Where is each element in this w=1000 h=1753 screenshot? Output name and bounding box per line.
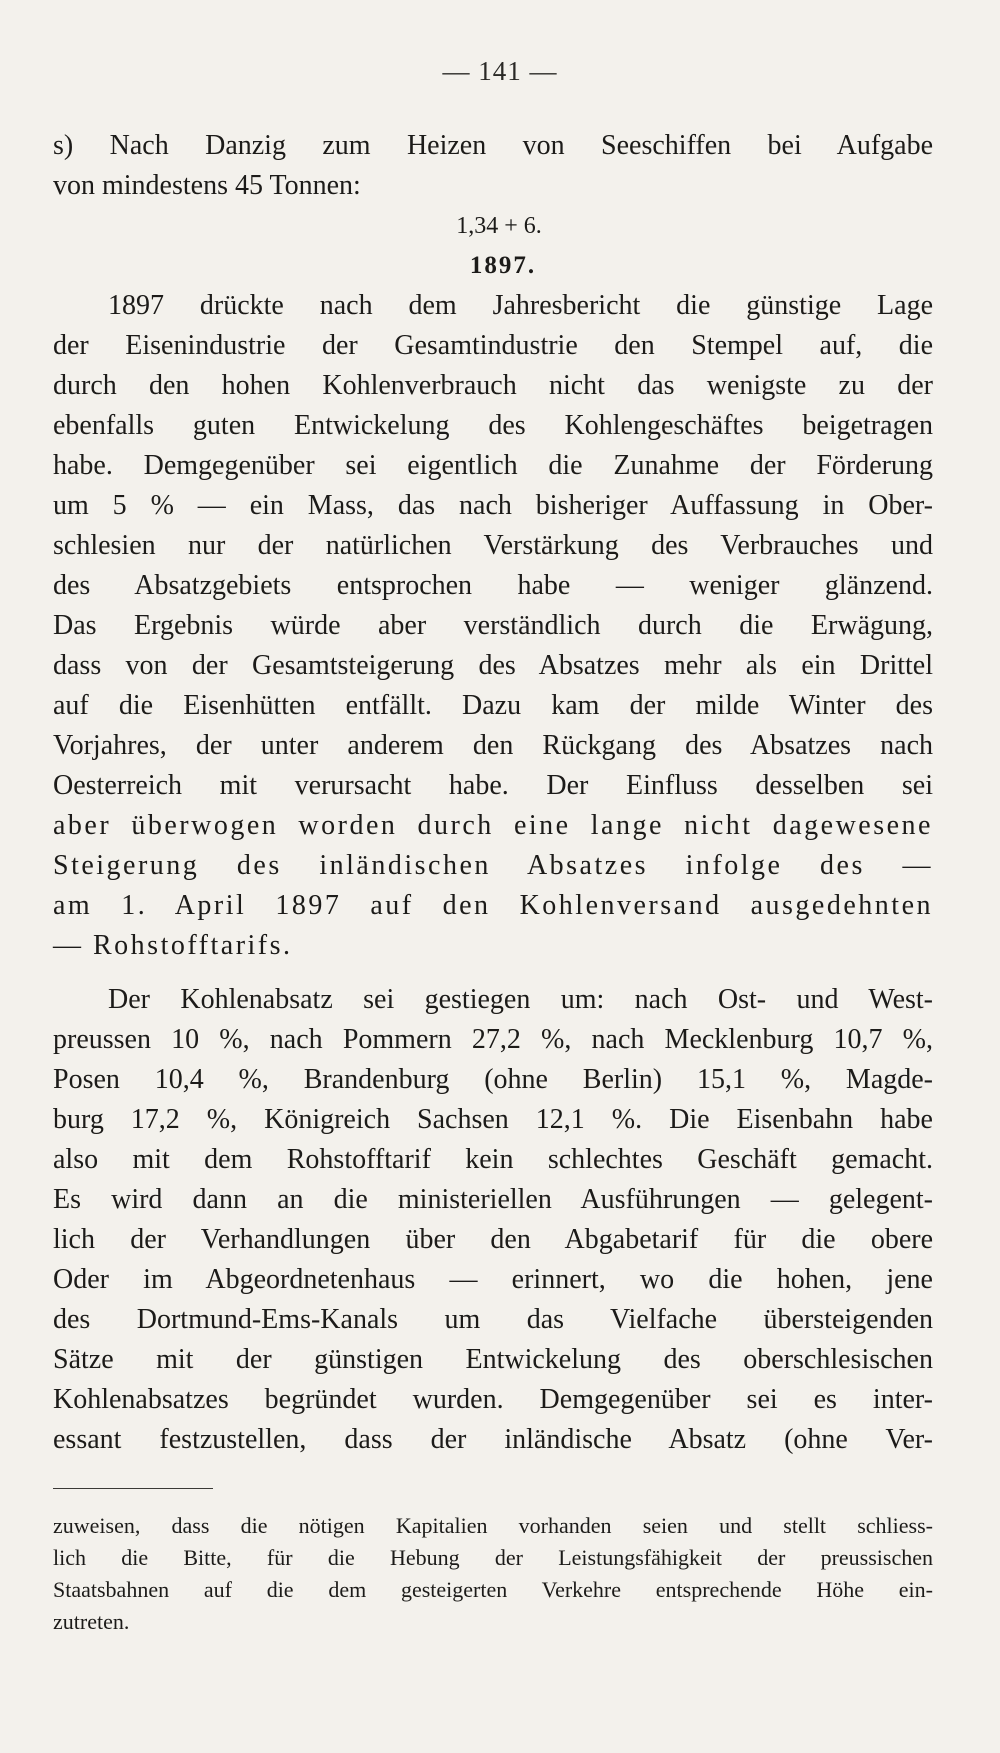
year-heading: 1897. xyxy=(469,252,537,279)
paragraph-line: der Eisenindustrie der Gesamtindustrie den Stempel auf, die xyxy=(53,330,933,361)
paragraph-gap xyxy=(53,966,933,980)
paragraph-line: Es wird dann an die ministeriellen Ausführungen — gelegent- xyxy=(53,1184,933,1215)
main-text xyxy=(53,126,933,1460)
footnote-line: Staatsbahnen auf die dem gesteigerten Verkehre entsprechende Höhe ein- xyxy=(53,1577,933,1602)
paragraph-line: dass von der Gesamtsteigerung des Absatzes mehr als ein Drittel xyxy=(53,650,933,681)
paragraph-line: Kohlenabsatzes begründet wurden. Demgegenüber sei es inter- xyxy=(53,1384,933,1415)
paragraph-line: Oesterreich mit verursacht habe. Der Einfluss desselben sei xyxy=(53,770,933,801)
paragraph-line: Sätze mit der günstigen Entwickelung des oberschlesischen xyxy=(53,1344,933,1375)
page-number: — 141 — xyxy=(442,56,558,86)
paragraph-line-emphasis: — Rohstofftarifs. xyxy=(53,930,293,961)
footnote-line: zutreten. xyxy=(53,1609,130,1634)
paragraph-line: Der Kohlenabsatz sei gestiegen um: nach Ost- und West- xyxy=(108,984,933,1015)
paragraph-line: preussen 10 %, nach Pommern 27,2 %, nach Mecklenburg 10,7 %, xyxy=(53,1024,933,1055)
paragraph-line-emphasis: aber überwogen worden durch eine lange nicht dagewesene xyxy=(53,810,933,841)
item-s-line-2: von mindestens 45 Tonnen: xyxy=(53,170,361,201)
paragraph-line: Vorjahres, der unter anderem den Rückgang des Absatzes nach xyxy=(53,730,933,761)
paragraph-line: 1897 drückte nach dem Jahresbericht die günstige Lage xyxy=(108,290,933,321)
paragraph-line: schlesien nur der natürlichen Verstärkung des Verbrauches und xyxy=(53,530,933,561)
paragraph-line: also mit dem Rohstofftarif kein schlechtes Geschäft gemacht. xyxy=(53,1144,933,1175)
paragraph-2 xyxy=(53,980,933,1460)
footnote-line: lich die Bitte, für die Hebung der Leistungsfähigkeit der preussischen xyxy=(53,1545,933,1570)
paragraph-line: lich der Verhandlungen über den Abgabetarif für die obere xyxy=(53,1224,933,1255)
paragraph-1 xyxy=(53,286,933,966)
paragraph-line: burg 17,2 %, Königreich Sachsen 12,1 %. Die Eisenbahn habe xyxy=(53,1104,933,1135)
paragraph-line-emphasis: am 1. April 1897 auf den Kohlenversand ausgedehnten xyxy=(53,890,933,921)
paragraph-line: des Dortmund-Ems-Kanals um das Vielfache übersteigenden xyxy=(53,1304,933,1335)
paragraph-line: ebenfalls guten Entwickelung des Kohlengeschäftes beigetragen xyxy=(53,410,933,441)
paragraph-line: um 5 % — ein Mass, das nach bisheriger Auffassung in Ober- xyxy=(53,490,933,521)
paragraph-line: habe. Demgegenüber sei eigentlich die Zunahme der Förderung xyxy=(53,450,933,481)
paragraph-line: essant festzustellen, dass der inländische Absatz (ohne Ver- xyxy=(53,1424,933,1455)
tariff-formula: 1,34 + 6. xyxy=(456,213,542,239)
item-s-line-1: s) Nach Danzig zum Heizen von Seeschiffen bei Aufgabe xyxy=(53,130,933,161)
footnote xyxy=(53,1510,933,1638)
paragraph-line: Posen 10,4 %, Brandenburg (ohne Berlin) 15,1 %, Magde- xyxy=(53,1064,933,1095)
paragraph-line: auf die Eisenhütten entfällt. Dazu kam der milde Winter des xyxy=(53,690,933,721)
footnote-rule xyxy=(53,1488,213,1489)
paragraph-line: Das Ergebnis würde aber verständlich durch die Erwägung, xyxy=(53,610,933,641)
paragraph-line: durch den hohen Kohlenverbrauch nicht das wenigste zu der xyxy=(53,370,933,401)
paragraph-line-emphasis: Steigerung des inländischen Absatzes infolge des — xyxy=(53,850,933,881)
paragraph-line: Oder im Abgeordnetenhaus — erinnert, wo die hohen, jene xyxy=(53,1264,933,1295)
paragraph-line: des Absatzgebiets entsprochen habe — weniger glänzend. xyxy=(53,570,933,601)
footnote-line: zuweisen, dass die nötigen Kapitalien vorhanden seien und stellt schliess- xyxy=(53,1513,933,1538)
